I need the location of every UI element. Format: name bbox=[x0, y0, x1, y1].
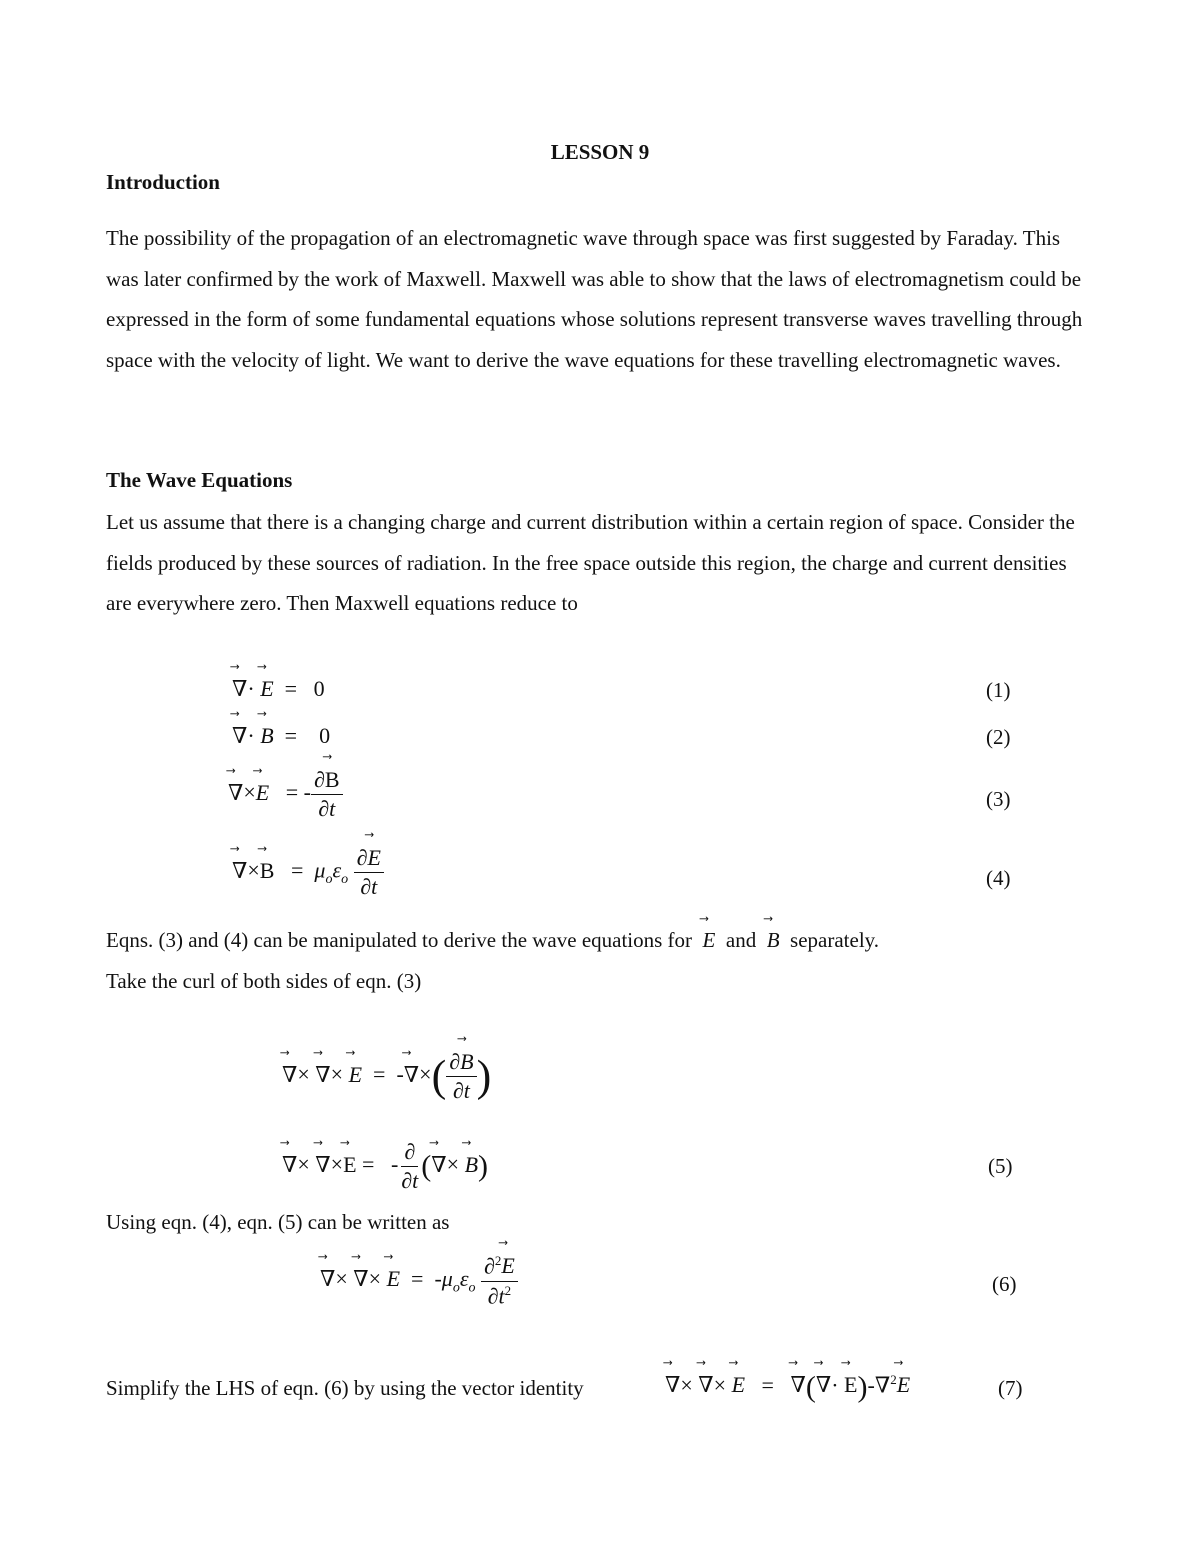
fraction-dB-dt: $\frac{\partial⃗ B}{\partial t}$ bbox=[311, 768, 343, 821]
wave-paragraph: Let us assume that there is a changing charge and current distribution within a certain region of space. Consider the fields produced by these sources of radiation. In the free space outside this region, the charge and current densities are everywhere zero. Then Maxwell equations reduce to bbox=[106, 510, 1075, 615]
intro-heading: Introduction bbox=[106, 170, 220, 194]
equation-3: ⃗ ∇×⃗ E = - $\frac{\partial⃗ B}{\partial t}$ bbox=[228, 768, 343, 821]
equation-2: ⃗ ∇· ⃗ B = 0 bbox=[232, 723, 330, 749]
curl-line: Take the curl of both sides of eqn. (3) bbox=[106, 969, 422, 993]
nabla-symbol: ⃗ ∇ bbox=[232, 676, 247, 702]
intro-paragraph: The possibility of the propagation of an electromagnetic wave through space was first suggested by Faraday. This was later confirmed by the work of Maxwell. Maxwell was able to show that the laws of electromagnetism could be expressed in the form of some fundamental equations whose solutions represent transverse waves travelling through space with the velocity of light. We want to derive the wave equations for these travelling electromagnetic waves. bbox=[106, 226, 1083, 372]
equation-number-5: (5) bbox=[988, 1154, 1013, 1178]
using-line: Using eqn. (4), eqn. (5) can be written as bbox=[106, 1210, 450, 1234]
manipulation-line: Eqns. (3) and (4) can be manipulated to derive the wave equations for ⃗ E and ⃗ B separately. bbox=[106, 928, 879, 953]
equation-number-3: (3) bbox=[986, 787, 1011, 811]
page-title: LESSON 9 bbox=[550, 140, 650, 164]
equation-6: ⃗ ∇× ⃗ ∇× ⃗ $E = -\mu_o\varepsilon_o$ $\frac{\partial^2⃗ E}{\partial t^2}$ bbox=[320, 1254, 518, 1308]
equation-number-6: (6) bbox=[992, 1272, 1017, 1296]
equation-curl-expansion: ⃗ ∇× ⃗ ∇× ⃗ E = -⃗ ∇×( $\frac{\partial⃗ B}{\partial t}$ ) bbox=[282, 1050, 491, 1103]
equation-number-7: (7) bbox=[998, 1376, 1023, 1400]
fraction-dE-dt: $\frac{\partial⃗ E}{\partial t}$ bbox=[354, 846, 384, 899]
equation-1: ⃗ ∇· ⃗ E = 0 bbox=[232, 676, 325, 702]
equation-4: ⃗ ∇×⃗ B = $\mu_o\varepsilon_o$ $\frac{\partial⃗ E}{\partial t}$ bbox=[232, 846, 384, 899]
equation-number-1: (1) bbox=[986, 678, 1011, 702]
equation-5: ⃗ ∇× ⃗ ∇×⃗ E = - $\frac{\partial}{\partial t}$ (⃗ ∇× ⃗ B) bbox=[282, 1140, 488, 1193]
simplify-line: Simplify the LHS of eqn. (6) by using the vector identity bbox=[106, 1376, 584, 1400]
wave-equations-heading: The Wave Equations bbox=[106, 468, 293, 492]
equation-number-4: (4) bbox=[986, 866, 1011, 890]
equation-number-2: (2) bbox=[986, 725, 1011, 749]
equation-7: ⃗ ∇× ⃗ ∇× ⃗ E = ⃗ ∇(⃗ ∇· ⃗ E)-∇$^2$⃗ E bbox=[665, 1372, 910, 1402]
